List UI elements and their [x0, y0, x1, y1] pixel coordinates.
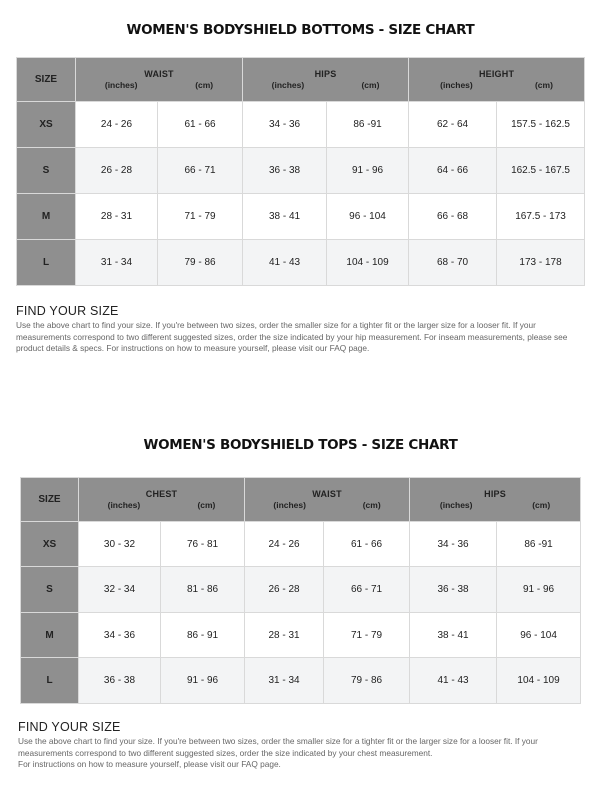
table-cell: 26 - 28 — [76, 148, 158, 194]
waist-header — [245, 478, 410, 522]
group-name: HIPS — [314, 69, 337, 79]
table-cell: 31 - 34 — [245, 658, 324, 704]
table-cell: 64 - 66 — [409, 148, 497, 194]
table-cell: 173 - 178 — [497, 240, 585, 286]
table-cell: 96 - 104 — [327, 194, 409, 240]
table-cell: 34 - 36 — [79, 613, 161, 658]
table-cell: 38 - 41 — [410, 613, 497, 658]
group-name: WAIST — [144, 69, 174, 79]
unit-cm: (cm) — [361, 80, 380, 90]
table-cell: 91 - 96 — [161, 658, 245, 704]
table-row — [21, 567, 581, 613]
table-row — [21, 522, 581, 567]
size-header: SIZE — [17, 58, 76, 102]
table-cell: 66 - 71 — [324, 567, 410, 613]
table-cell: 61 - 66 — [158, 102, 243, 148]
unit-inches: (inches) — [273, 500, 306, 510]
unit-inches: (inches) — [271, 80, 305, 90]
size-label: XS — [21, 522, 79, 567]
hips-header — [410, 478, 581, 522]
table-cell: 28 - 31 — [245, 613, 324, 658]
group-name: HEIGHT — [478, 69, 515, 79]
table-cell: 68 - 70 — [409, 240, 497, 286]
table-cell: 71 - 79 — [158, 194, 243, 240]
unit-inches: (inches) — [440, 80, 473, 90]
size-label: M — [21, 613, 79, 658]
table-row — [21, 613, 581, 658]
table-cell: 79 - 86 — [158, 240, 243, 286]
table-cell: 86 -91 — [327, 102, 409, 148]
table-row — [17, 194, 585, 240]
group-name: CHEST — [145, 489, 178, 499]
size-header: SIZE — [21, 478, 79, 522]
table-cell: 167.5 - 173 — [497, 194, 585, 240]
size-label: L — [17, 240, 76, 286]
table-cell: 91 - 96 — [327, 148, 409, 194]
bottoms-size-table — [16, 57, 585, 286]
waist-header — [76, 58, 243, 102]
table-cell: 36 - 38 — [79, 658, 161, 704]
size-label: M — [17, 194, 76, 240]
height-header — [409, 58, 585, 102]
table-row — [17, 102, 585, 148]
tops-find-text-line-1: Use the above chart to find your size. If you're between two sizes, order the smaller size for a tighter fit or the larger size for a looser fit. If your measurements correspond to two different suggested sizes, order the size indicated by your chest measurement. — [18, 736, 538, 758]
table-cell: 162.5 - 167.5 — [497, 148, 585, 194]
unit-inches: (inches) — [439, 500, 473, 510]
table-cell: 26 - 28 — [245, 567, 324, 613]
table-cell: 31 - 34 — [76, 240, 158, 286]
table-cell: 76 - 81 — [161, 522, 245, 567]
size-label: L — [21, 658, 79, 704]
table-cell: 62 - 64 — [409, 102, 497, 148]
table-cell: 34 - 36 — [243, 102, 327, 148]
bottoms-title: WOMEN'S BODYSHIELD BOTTOMS - SIZE CHART — [126, 22, 475, 38]
tops-find-text-line-2: For instructions on how to measure yourself, please visit our FAQ page. — [18, 759, 281, 770]
table-row — [21, 658, 581, 704]
table-cell: 104 - 109 — [327, 240, 409, 286]
size-label: S — [17, 148, 76, 194]
table-cell: 30 - 32 — [79, 522, 161, 567]
table-cell: 24 - 26 — [245, 522, 324, 567]
unit-cm: (cm) — [195, 80, 214, 90]
table-cell: 71 - 79 — [324, 613, 410, 658]
table-cell: 36 - 38 — [410, 567, 497, 613]
unit-cm: (cm) — [534, 80, 553, 90]
bottoms-find-text: Use the above chart to find your size. If you're between two sizes, order the smaller size for a tighter fit or the larger size for a looser fit. If your measurements correspond to two different suggested sizes, order the size indicated by your hip measurement. For inseam measurements, please see product details & specs. For instructions on how to measure yourself, please visit our FAQ page. — [16, 320, 568, 354]
table-row — [17, 240, 585, 286]
table-cell: 32 - 34 — [79, 567, 161, 613]
group-name: HIPS — [484, 489, 506, 499]
table-cell: 96 - 104 — [497, 613, 581, 658]
unit-cm: (cm) — [532, 500, 551, 510]
table-cell: 86 -91 — [497, 522, 581, 567]
group-name: WAIST — [312, 489, 342, 499]
table-cell: 81 - 86 — [161, 567, 245, 613]
table-cell: 66 - 71 — [158, 148, 243, 194]
table-cell: 34 - 36 — [410, 522, 497, 567]
table-cell: 104 - 109 — [497, 658, 581, 704]
unit-inches: (inches) — [104, 80, 138, 90]
tops-size-table — [20, 477, 581, 704]
size-label: S — [21, 567, 79, 613]
table-header-row — [21, 478, 581, 522]
table-cell: 66 - 68 — [409, 194, 497, 240]
table-cell: 91 - 96 — [497, 567, 581, 613]
table-cell: 79 - 86 — [324, 658, 410, 704]
table-cell: 41 - 43 — [410, 658, 497, 704]
tops-find-text — [18, 736, 588, 771]
table-cell: 38 - 41 — [243, 194, 327, 240]
table-cell: 41 - 43 — [243, 240, 327, 286]
table-cell: 86 - 91 — [161, 613, 245, 658]
tops-title: WOMEN'S BODYSHIELD TOPS - SIZE CHART — [143, 437, 458, 453]
bottoms-find-heading: FIND YOUR SIZE — [16, 304, 119, 318]
table-row — [17, 148, 585, 194]
tops-find-heading: FIND YOUR SIZE — [18, 720, 121, 734]
hips-header — [243, 58, 409, 102]
table-header-row — [17, 58, 585, 102]
table-cell: 36 - 38 — [243, 148, 327, 194]
size-label: XS — [17, 102, 76, 148]
unit-cm: (cm) — [197, 500, 216, 510]
chest-header — [79, 478, 245, 522]
table-cell: 157.5 - 162.5 — [497, 102, 585, 148]
table-cell: 24 - 26 — [76, 102, 158, 148]
unit-cm: (cm) — [362, 500, 381, 510]
table-cell: 61 - 66 — [324, 522, 410, 567]
table-cell: 28 - 31 — [76, 194, 158, 240]
unit-inches: (inches) — [107, 500, 141, 510]
